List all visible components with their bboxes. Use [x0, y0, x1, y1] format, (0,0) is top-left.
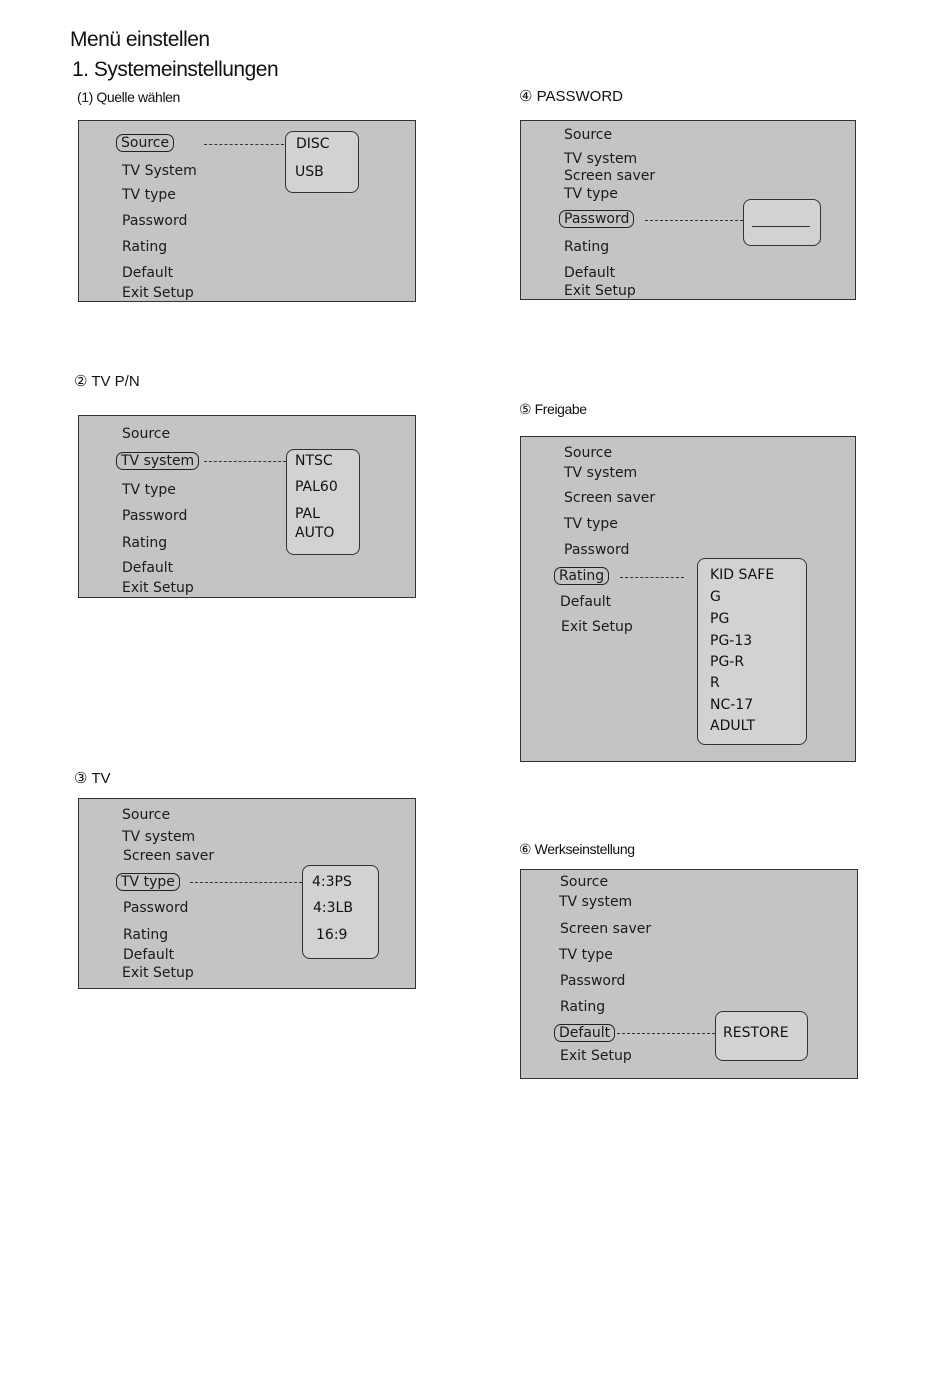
menu-item-exit-setup[interactable]: Exit Setup [561, 619, 633, 635]
menu-item-default[interactable]: Default [564, 265, 616, 281]
menu-panel-source [78, 120, 416, 302]
menu-item-source[interactable]: Source [564, 445, 613, 461]
options-popup-rating [697, 558, 807, 745]
menu-item-rating[interactable]: Rating [123, 927, 169, 943]
menu-item-tv-system-selected[interactable]: TV system [116, 452, 199, 470]
option-pg-r[interactable]: PG-R [710, 654, 745, 670]
options-popup-default [715, 1011, 808, 1061]
menu-item-tv-system[interactable]: TV System [122, 163, 197, 179]
connector-line [617, 1033, 715, 1034]
menu-item-tv-system[interactable]: TV system [564, 151, 638, 167]
menu-item-exit-setup[interactable]: Exit Setup [122, 285, 194, 301]
menu-item-exit-setup[interactable]: Exit Setup [564, 283, 636, 299]
menu-item-tv-type-selected[interactable]: TV type [116, 873, 180, 891]
menu-item-password[interactable]: Password [560, 973, 626, 989]
menu-item-exit-setup[interactable]: Exit Setup [122, 965, 194, 981]
section-label-rating: ⑤ Freigabe [519, 401, 587, 417]
menu-item-default[interactable]: Default [122, 560, 174, 576]
option-g[interactable]: G [710, 589, 721, 605]
connector-line [620, 577, 684, 578]
menu-item-password[interactable]: Password [564, 542, 630, 558]
password-entry-box[interactable] [743, 199, 821, 246]
option-kid-safe[interactable]: KID SAFE [710, 567, 775, 583]
menu-item-tv-type[interactable]: TV type [559, 947, 613, 963]
menu-item-screen-saver[interactable]: Screen saver [123, 848, 215, 864]
option-auto[interactable]: AUTO [295, 525, 335, 541]
connector-line [204, 144, 284, 145]
option-pal[interactable]: PAL [295, 506, 320, 522]
section-label-source: (1) Quelle wählen [77, 89, 180, 105]
menu-panel-default [520, 869, 858, 1079]
password-blank-line [752, 226, 810, 227]
option-adult[interactable]: ADULT [710, 718, 756, 734]
menu-item-exit-setup[interactable]: Exit Setup [560, 1048, 632, 1064]
menu-item-password[interactable]: Password [122, 508, 188, 524]
menu-item-password[interactable]: Password [122, 213, 188, 229]
menu-item-rating[interactable]: Rating [122, 239, 168, 255]
menu-item-tv-system[interactable]: TV system [559, 894, 633, 910]
menu-item-source-selected[interactable]: Source [116, 134, 174, 152]
connector-line [645, 220, 743, 221]
option-pal60[interactable]: PAL60 [295, 479, 338, 495]
menu-panel-tv [78, 798, 416, 989]
option-r[interactable]: R [710, 675, 720, 691]
menu-item-default-selected[interactable]: Default [554, 1024, 615, 1042]
menu-item-rating[interactable]: Rating [122, 535, 168, 551]
menu-item-tv-type[interactable]: TV type [122, 482, 176, 498]
menu-item-screen-saver[interactable]: Screen saver [560, 921, 652, 937]
menu-panel-rating [520, 436, 856, 762]
menu-item-screen-saver[interactable]: Screen saver [564, 490, 656, 506]
option-pg[interactable]: PG [710, 611, 730, 627]
options-popup-source [285, 131, 359, 193]
section-label-tvpn: ② TV P/N [74, 373, 140, 390]
connector-line [204, 461, 286, 462]
option-pg-13[interactable]: PG-13 [710, 633, 753, 649]
option-nc-17[interactable]: NC-17 [710, 697, 754, 713]
menu-item-source[interactable]: Source [564, 127, 613, 143]
menu-item-password-selected[interactable]: Password [559, 210, 634, 228]
option-restore[interactable]: RESTORE [723, 1025, 789, 1041]
menu-item-tv-system[interactable]: TV system [564, 465, 638, 481]
menu-item-exit-setup[interactable]: Exit Setup [122, 580, 194, 596]
menu-item-tv-type[interactable]: TV type [564, 516, 618, 532]
options-popup-tvpn [286, 449, 360, 555]
option-4-3lb[interactable]: 4:3LB [313, 900, 353, 916]
menu-item-screen-saver[interactable]: Screen saver [564, 168, 656, 184]
connector-line [190, 882, 302, 883]
option-disc[interactable]: DISC [296, 136, 330, 152]
menu-item-rating[interactable]: Rating [564, 239, 610, 255]
section-label-default: ⑥ Werkseinstellung [519, 841, 635, 857]
section-label-password: ④ PASSWORD [519, 88, 624, 105]
section-label-tv: ③ TV [74, 770, 111, 787]
options-popup-tv [302, 865, 379, 959]
menu-item-tv-type[interactable]: TV type [122, 187, 176, 203]
option-usb[interactable]: USB [295, 164, 324, 180]
menu-item-tv-system[interactable]: TV system [122, 829, 196, 845]
menu-item-source[interactable]: Source [560, 874, 609, 890]
menu-item-password[interactable]: Password [123, 900, 189, 916]
menu-item-rating-selected[interactable]: Rating [554, 567, 609, 585]
menu-item-default[interactable]: Default [123, 947, 175, 963]
menu-item-default[interactable]: Default [122, 265, 174, 281]
menu-item-rating[interactable]: Rating [560, 999, 606, 1015]
menu-item-tv-type[interactable]: TV type [564, 186, 618, 202]
page-title: Menü einstellen [70, 28, 210, 51]
option-16-9[interactable]: 16:9 [316, 927, 348, 943]
menu-item-source[interactable]: Source [122, 807, 171, 823]
menu-panel-tvpn [78, 415, 416, 598]
menu-panel-password [520, 120, 856, 300]
page-subtitle: 1. Systemeinstellungen [72, 58, 279, 81]
menu-item-source[interactable]: Source [122, 426, 171, 442]
option-ntsc[interactable]: NTSC [295, 453, 333, 469]
option-4-3ps[interactable]: 4:3PS [312, 874, 352, 890]
menu-item-default[interactable]: Default [560, 594, 612, 610]
